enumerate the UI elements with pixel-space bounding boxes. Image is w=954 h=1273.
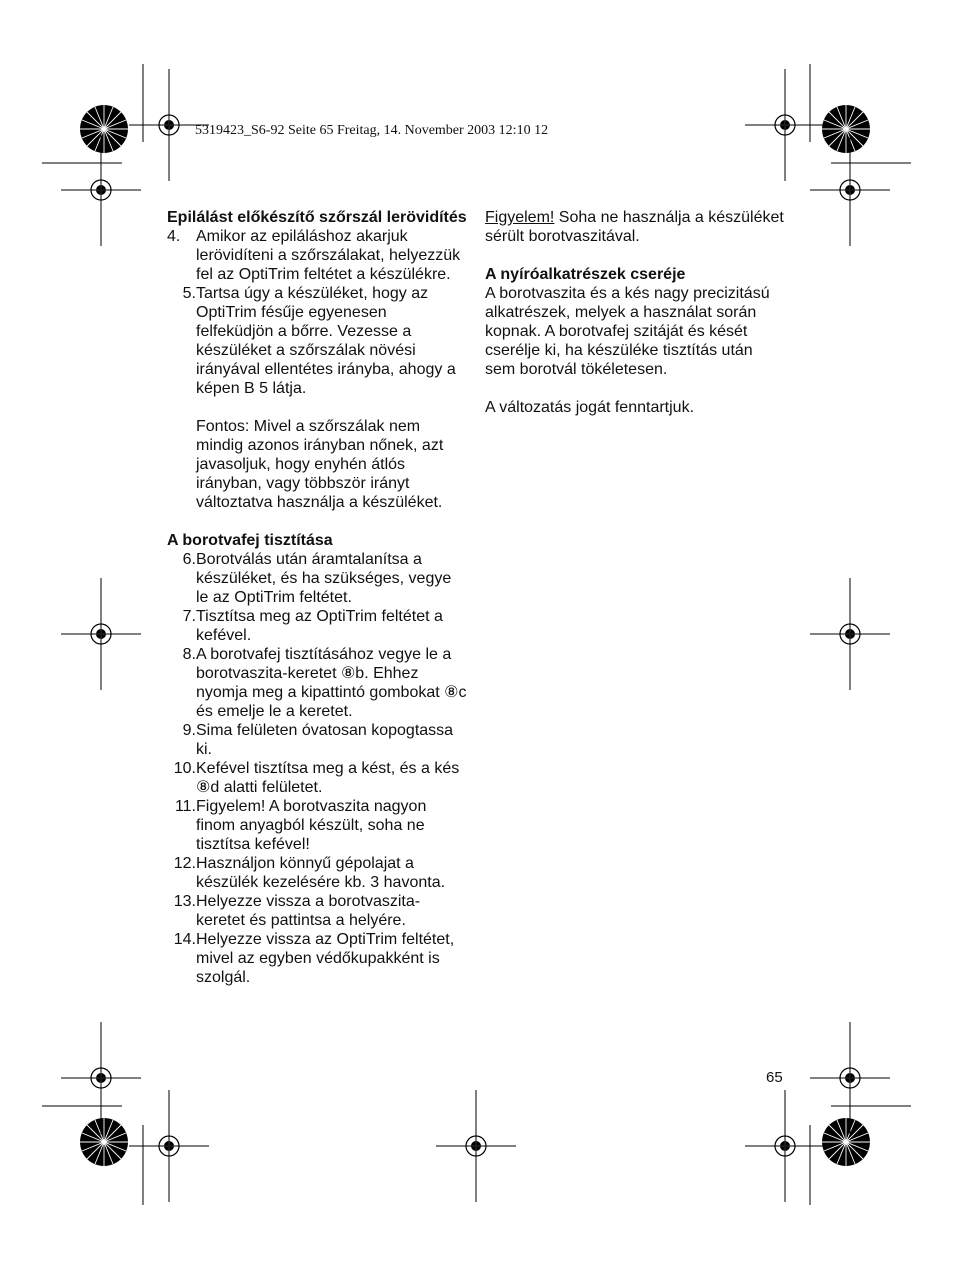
crosshair-top-right: [745, 69, 825, 181]
section-heading-replacement: A nyíróalkatrészek cseréje: [485, 266, 686, 283]
starburst-bottom-right: [822, 1118, 870, 1166]
list-item: [167, 227, 467, 284]
starburst-top-right: [822, 105, 870, 153]
list-item: [167, 721, 467, 759]
step-number: 9.: [182, 722, 196, 739]
step-number: 12.: [173, 855, 196, 872]
warning-label: Figyelem!: [485, 209, 555, 226]
starburst-top-left: [80, 105, 128, 153]
crosshair-mid-right: [810, 578, 890, 690]
list-item: [167, 759, 467, 797]
warning-paragraph: [485, 208, 785, 246]
step-number: 4.: [167, 228, 181, 245]
crosshair-bottom-left: [129, 1090, 209, 1202]
list-item: [167, 550, 467, 607]
step-number: 13.: [173, 893, 196, 910]
step-text: Tartsa úgy a készüléket, hogy az OptiTrim fésűje egyenesen felfeküdjön a bőrre. Vezesse a készüléket a szőrszálak növési irányával ellentétes irányba, ahogy a képen B 5 látja.: [196, 285, 456, 397]
left-column: [167, 208, 467, 987]
step-number: 14.: [173, 931, 196, 948]
right-column: [485, 208, 785, 417]
step-text: Figyelem! A borotvaszita nagyon finom anyagból készült, soha ne tisztítsa kefével!: [196, 798, 427, 853]
crosshair-upper-right: [810, 134, 890, 246]
step-text: Kefével tisztítsa meg a kést, és a kés ⑧d alatti felületet.: [196, 760, 460, 796]
list-item: [167, 854, 467, 892]
print-header: 5319423_S6-92 Seite 65 Freitag, 14. November 2003 12:10 12: [195, 123, 549, 138]
step-number: 8.: [182, 646, 196, 663]
step-text: Helyezze vissza az OptiTrim feltétet, mivel az egyben védőkupakként is szolgál.: [196, 931, 455, 986]
list-item: [167, 797, 467, 854]
crosshair-bottom-center: [436, 1090, 516, 1202]
list-item: [167, 607, 467, 645]
crosshair-lower-right: [810, 1022, 890, 1134]
list-item: [167, 892, 467, 930]
list-item: [167, 645, 467, 721]
step-number: 7.: [182, 608, 196, 625]
warning-text: Soha ne használja a készüléket sérült borotvaszitával.: [485, 209, 784, 245]
list-item: [167, 284, 467, 398]
step-text: Borotválás után áramtalanítsa a készüléket, és ha szükséges, vegye le az OptiTrim feltétet.: [196, 551, 452, 606]
crosshair-mid-left: [61, 578, 141, 690]
crosshair-lower-left: [61, 1022, 141, 1134]
step-text: Sima felületen óvatosan kopogtassa ki.: [196, 722, 454, 758]
list-item: [167, 930, 467, 987]
reservation-note: A változatás jogát fenntartjuk.: [485, 399, 695, 416]
crosshair-bottom-right: [745, 1090, 825, 1202]
section-heading-trimming: Epilálást előkészítő szőrszál lerövidítés: [167, 209, 467, 226]
starburst-bottom-left: [80, 1118, 128, 1166]
step-text: Használjon könnyű gépolajat a készülék kezelésére kb. 3 havonta.: [196, 855, 446, 891]
section-heading-cleaning: A borotvafej tisztítása: [167, 532, 333, 549]
step-number: 10.: [173, 760, 196, 777]
step-number: 6.: [182, 551, 196, 568]
step-number: 5.: [182, 285, 196, 302]
replacement-paragraph: A borotvaszita és a kés nagy precizitású alkatrészek, melyek a használat során kopnak. A borotvafej szitáját és kését cserélje ki, ha készüléke tisztítás után sem borotvál tökéletesen.: [485, 285, 770, 378]
crosshair-upper-left: [61, 134, 141, 246]
step-text: Tisztítsa meg az OptiTrim feltétet a kefével.: [196, 608, 443, 644]
step-text: Helyezze vissza a borotvaszita-keretet és pattintsa a helyére.: [196, 893, 421, 929]
page-number: 65: [766, 1069, 783, 1086]
step-number: 11.: [174, 798, 196, 815]
step-text: Amikor az epiláláshoz akarjuk lerövidíteni a szőrszálakat, helyezzük fel az OptiTrim feltétet a készülékre.: [196, 228, 461, 283]
important-note: Fontos: Mivel a szőrszálak nem mindig azonos irányban nőnek, azt javasoljuk, hogy enyhén átlós irányban, vagy többször irányt változtatva használja a készüléket.: [196, 418, 444, 511]
step-text: A borotvafej tisztításához vegye le a borotvaszita-keretet ⑧b. Ehhez nyomja meg a kipattintó gombokat ⑧c és emelje le a keretet.: [196, 646, 467, 720]
